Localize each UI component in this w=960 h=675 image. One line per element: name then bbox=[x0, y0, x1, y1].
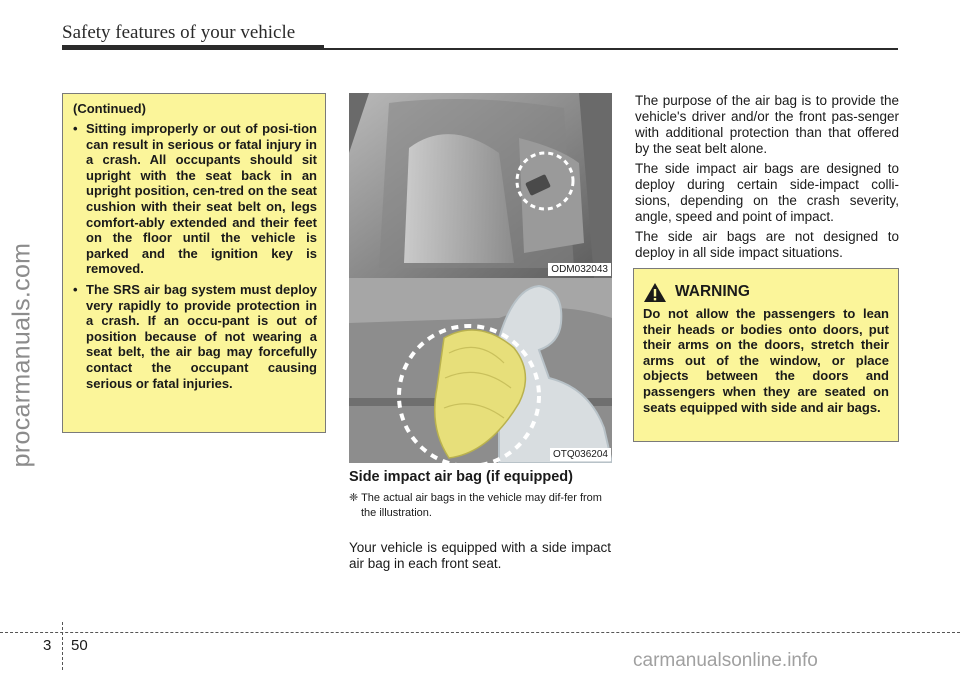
side-watermark-text: procarmanuals.com bbox=[7, 242, 36, 468]
side-airbag-deployment-illustration bbox=[349, 278, 612, 463]
illustration-note: ❈ The actual air bags in the vehicle may dif-fer from the illustration. bbox=[349, 492, 602, 519]
continued-heading: (Continued) bbox=[73, 101, 146, 116]
warning-title: WARNING bbox=[675, 283, 750, 300]
paragraph: The side impact air bags are designed to deploy during certain side-impact colli-sions, depending on the crash severity, angle, speed and point of impact. bbox=[635, 161, 899, 224]
side-airbag-illustration bbox=[349, 278, 612, 463]
paragraph: The side air bags are not designed to deploy in all side impact situations. bbox=[635, 229, 899, 260]
section-body-text: Your vehicle is equipped with a side impact air bag in each front seat. bbox=[349, 540, 611, 571]
warning-text: Do not allow the passengers to lean their heads or bodies onto doors, put their arms on the doors, stretch their arms out of the window, or place objects between the doors and passengers when they are seated on seats equipped with side and air bags. bbox=[643, 306, 889, 415]
page-header-title: Safety features of your vehicle bbox=[62, 22, 296, 43]
seat-airbag-label-illustration bbox=[349, 93, 612, 278]
bullet-item: • Sitting improperly or out of posi-tion can result in serious or fatal injury in a crash. All occupants should sit upright with the seat back in an upright position, cen-tred on the seat cushion with their seat belt on, legs comfort-ably extended and their feet on the floor until the vehicle is parked and the ignition key is removed. bbox=[73, 121, 317, 277]
warning-header bbox=[643, 281, 889, 303]
warning-triangle-icon bbox=[643, 282, 667, 303]
footer-rule bbox=[0, 632, 960, 633]
footer-separator bbox=[62, 622, 63, 670]
bottom-watermark: carmanualsonline.info bbox=[633, 650, 818, 671]
seat-airbag-illustration bbox=[349, 93, 612, 278]
image-code-label: ODM032043 bbox=[548, 263, 611, 276]
image-code-label: OTQ036204 bbox=[550, 448, 611, 461]
continued-caution-box bbox=[62, 93, 326, 433]
header-rule-thin bbox=[324, 48, 898, 50]
chapter-number: 3 bbox=[43, 637, 52, 654]
side-watermark bbox=[4, 175, 40, 535]
paragraph: The purpose of the air bag is to provide the vehicle's driver and/or the front pas-senger with additional protection than that offered by the seat belt alone. bbox=[635, 93, 899, 156]
bullet-item: • The SRS air bag system must deploy very rapidly to provide protection in a crash. If an occu-pant is out of position because of not wearing a seat belt, the air bag may forcefully contact the occupant causing serious or fatal injuries. bbox=[73, 282, 317, 391]
header-rule-thick bbox=[62, 45, 324, 50]
section-heading: Side impact air bag (if equipped) bbox=[349, 469, 573, 485]
warning-box bbox=[633, 268, 899, 442]
right-column-text bbox=[635, 93, 899, 265]
page-number: 50 bbox=[71, 637, 88, 654]
